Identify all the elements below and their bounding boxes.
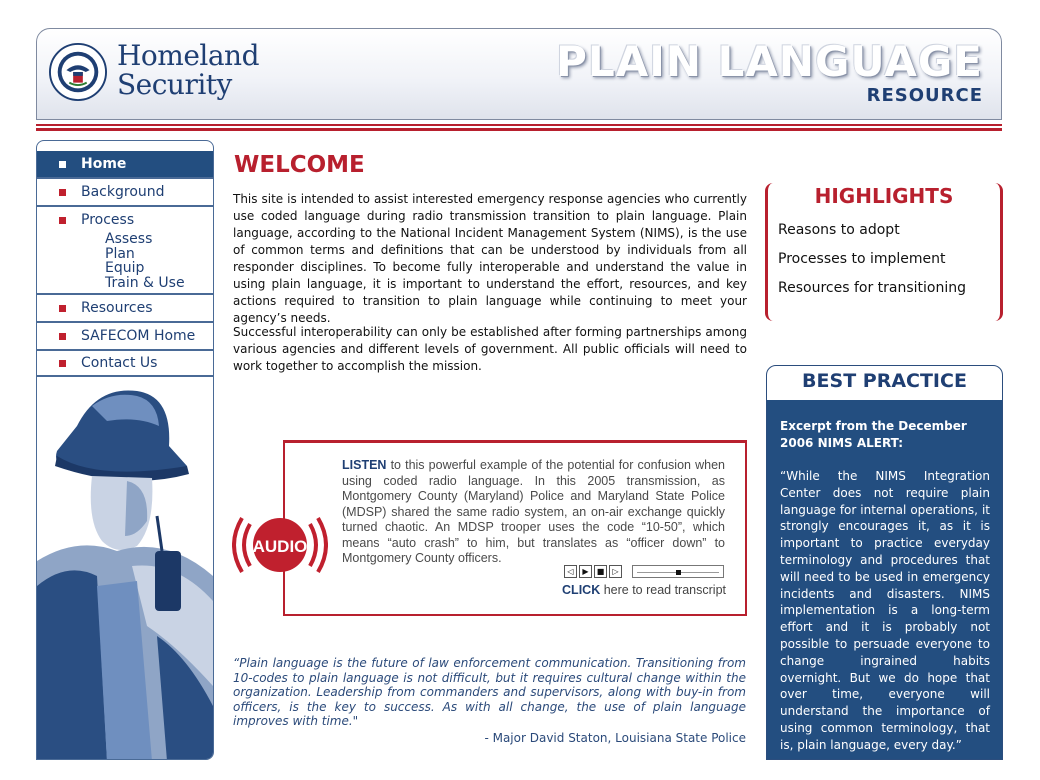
subnav-item-plan[interactable]: Plan	[105, 245, 135, 262]
audio-description	[342, 458, 725, 567]
bullet-icon	[59, 305, 66, 312]
brand-line2: Security	[117, 68, 232, 101]
audio-description-text: to this powerful example of the potential for confusion when using coded radio language. In this 2005 transmission, as Montgomery County (Maryland) Police and Maryland State Police (MDSP) shared the same radio system, an on-air exchange quickly turned chaotic. An MDSP trooper uses the code “10-50”, which means “auto crash” to him, but translates as “officer down” to Montgomery County officers.	[342, 458, 725, 565]
best-practice-title: BEST PRACTICE	[802, 370, 967, 392]
agency-brand	[117, 41, 259, 99]
sidebar-item-contact-us[interactable]	[37, 351, 213, 377]
bullet-icon	[59, 189, 66, 196]
bullet-icon	[59, 360, 66, 367]
sidebar-item-resources[interactable]	[37, 295, 213, 323]
audio-speaker-icon[interactable]	[232, 500, 328, 590]
site-subtitle: RESOURCE	[866, 85, 983, 106]
dhs-seal-icon[interactable]	[49, 43, 107, 101]
header-divider-top	[36, 124, 1002, 126]
subnav-item-assess[interactable]: Assess	[105, 231, 153, 247]
bullet-icon	[59, 217, 66, 224]
slider-knob[interactable]	[676, 570, 681, 575]
sidebar-item-label: Background	[81, 184, 165, 200]
sidebar-item-label: Resources	[81, 300, 153, 316]
quote-author: - Major David Staton, Louisiana State Police	[484, 731, 746, 745]
listen-label: LISTEN	[342, 458, 387, 472]
best-practice-quote: “While the NIMS Integration Center does not require plain language for internal operations, it strongly encourages it, as it is important to practice everyday terminology and procedures that will need to be used in emergency incidents and disasters. NIMS implementation is a long-term effort and it is probably not possible to persuade everyone to change ingrained habits overnight. But we do hope that over time, everyone will understand the importance of using common terminology, that is, plain language, every day.”	[780, 469, 990, 752]
process-subnav	[105, 232, 185, 290]
header-divider-bottom	[36, 128, 1002, 131]
subnav-item-train-use[interactable]: Train & Use	[105, 274, 185, 291]
forward-button[interactable]: ▷	[609, 565, 622, 578]
staton-quote: “Plain language is the future of law enforcement communication. Transitioning from 10-codes to plain language is not difficult, but it requires cultural change within the organization. Leadership from commanders and supervisors, along with buy-in from officers, is the key to success. As with all change, the use of plain language improves with time."	[233, 656, 746, 728]
play-button[interactable]: ▶	[579, 565, 592, 578]
transcript-text: here to read transcript	[600, 583, 726, 597]
brand-line1: Homeland	[117, 39, 260, 72]
firefighter-illustration	[37, 386, 213, 760]
transcript-link[interactable]	[561, 583, 726, 597]
best-practice-body	[767, 400, 1002, 760]
site-header	[36, 28, 1002, 120]
sidebar-item-label: Contact Us	[81, 355, 158, 371]
highlight-link-resources[interactable]: Resources for transitioning	[778, 280, 966, 296]
best-practice-panel	[766, 365, 1003, 760]
interoperability-paragraph: Successful interoperability can only be established after forming partnerships among various agencies and different levels of government. All public officials will need to work together to accomplish the mission.	[233, 325, 747, 373]
welcome-title: WELCOME	[234, 152, 365, 178]
sidebar-item-label: Home	[81, 156, 127, 172]
sidebar-item-safecom-home[interactable]	[37, 323, 213, 351]
click-label: CLICK	[562, 583, 601, 597]
sidebar-item-label: Process	[81, 212, 135, 228]
audio-player	[564, 565, 726, 579]
site-title: PLAIN LANGUAGE	[556, 37, 983, 86]
rewind-button[interactable]: ◁	[564, 565, 577, 578]
subnav-item-equip[interactable]: Equip	[105, 260, 145, 276]
audio-icon-label: AUDIO	[252, 537, 308, 556]
stop-button[interactable]: ■	[594, 565, 607, 578]
bullet-icon	[59, 333, 66, 340]
sidebar-item-label: SAFECOM Home	[81, 328, 196, 344]
intro-paragraph: This site is intended to assist interested emergency response agencies who currently use coded language during radio transmission transition to plain language. Plain language, according to the National Incident Management System (NIMS), is the use of common terms and definitions that can be understood by individuals from all responder disciplines. To become fully interoperable and understand the value in using plain language, it is important to understand the effort, resources, and key actions required to transition to plain language while continuing to meet your agency’s needs.	[233, 192, 747, 325]
highlights-title: HIGHLIGHTS	[814, 184, 954, 208]
sidebar-item-home[interactable]	[37, 151, 213, 179]
highlight-link-reasons[interactable]: Reasons to adopt	[778, 222, 900, 238]
best-practice-excerpt: Excerpt from the December 2006 NIMS ALERT:	[780, 419, 967, 450]
highlight-link-processes[interactable]: Processes to implement	[778, 251, 946, 267]
audio-progress-slider[interactable]	[632, 565, 724, 578]
bullet-icon	[59, 161, 66, 168]
sidebar-nav	[36, 140, 214, 760]
sidebar-item-background[interactable]	[37, 179, 213, 207]
